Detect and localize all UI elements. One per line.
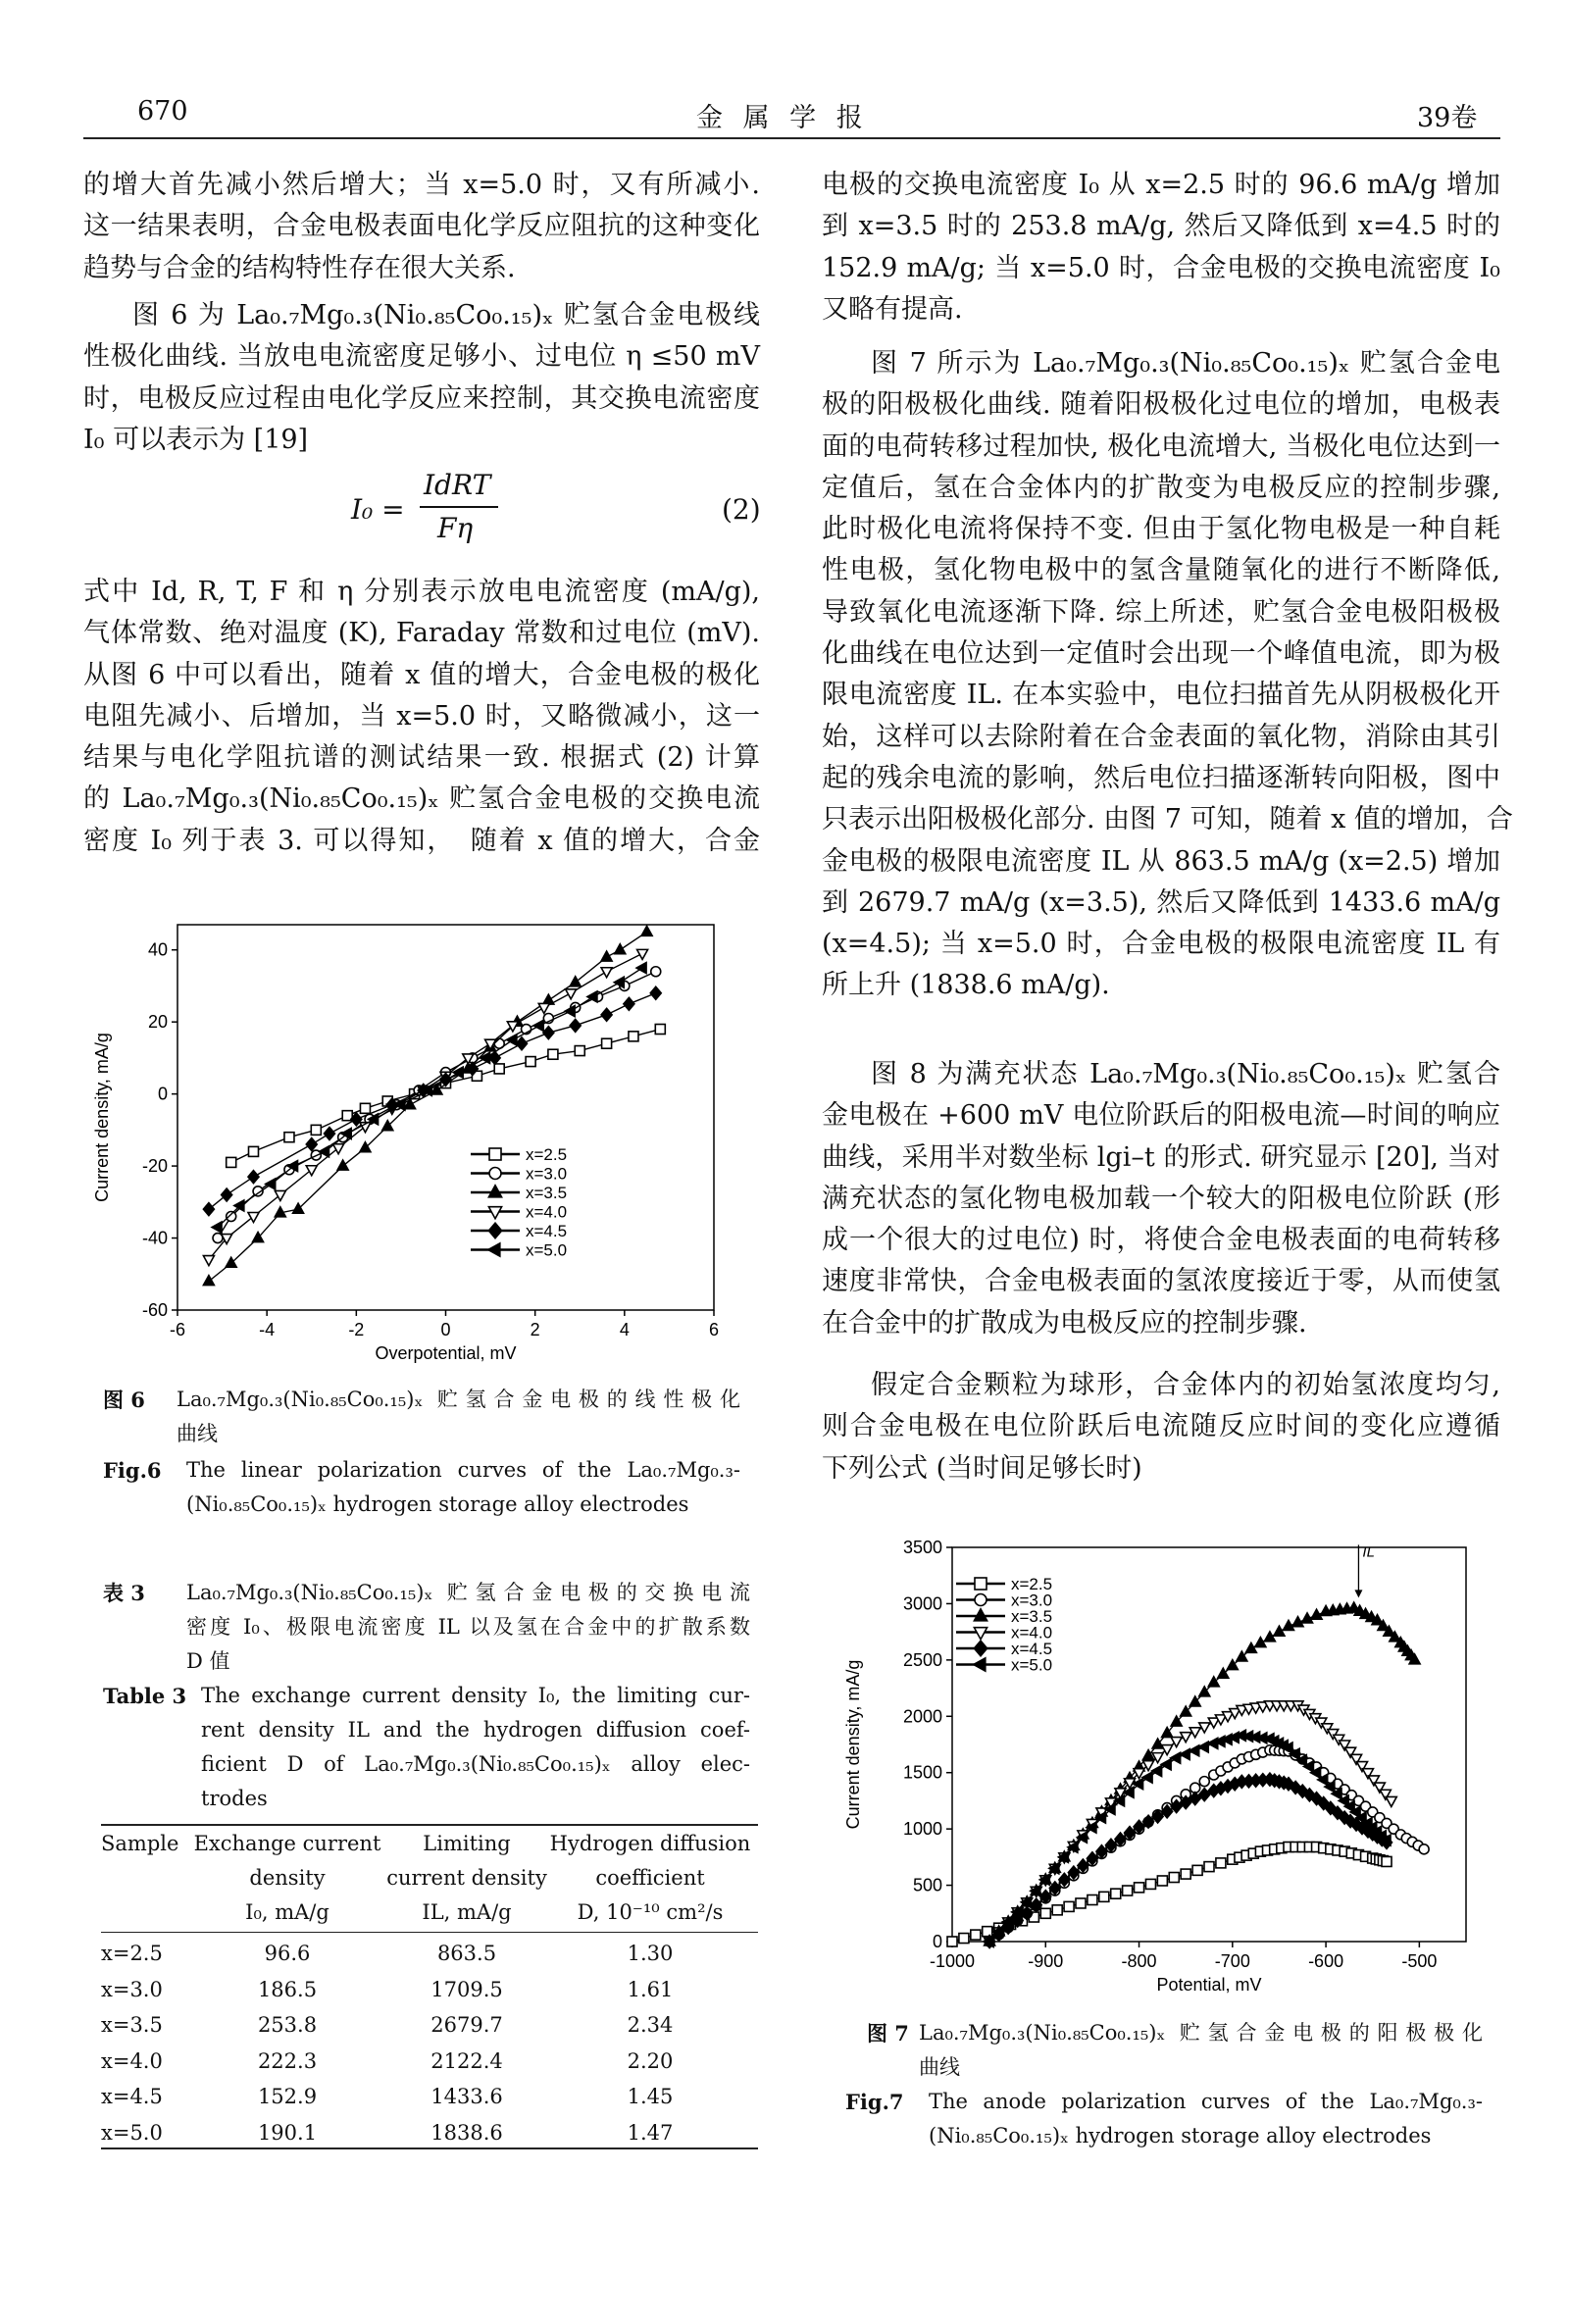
y-tick-label: -20 [141,1156,168,1177]
table-row-label: x=5.0 [101,2120,163,2145]
diamond-filled-marker [306,1138,317,1151]
text-line: 金电极的极限电流密度 IL 从 863.5 mA/g (x=2.5) 增加 [822,845,1500,877]
text-line: 电阻先减小、后增加，当 x=5.0 时，又略微减小，这一 [83,700,760,732]
y-tick-label: 3500 [902,1538,942,1557]
table-header-cell: current density [386,1866,547,1890]
triangle-up-filled-marker [337,1160,348,1170]
diamond-filled-marker [570,1019,581,1032]
legend-label: x=2.5 [526,1145,568,1164]
fig6-en-label: Fig.6 [103,1458,162,1483]
text-line: 极的阳极极化曲线. 随着阳极极化过电位的增加，电极表 [822,389,1500,421]
square-open-marker [1111,1889,1121,1898]
square-open-marker [1064,1901,1074,1911]
table-header-cell: coefficient [595,1866,705,1890]
fig7-en-caption [929,2085,1483,2153]
square-open-marker [494,1064,504,1074]
annotation-label: IL [1362,1543,1375,1561]
triangle-left-filled-marker [533,1020,543,1031]
equation-denominator: Fη [437,512,474,544]
triangle-up-filled-marker [601,951,612,961]
text-line: 曲线，采用半对数坐标 lgi–t 的形式. 研究显示 [20], 当对 [822,1141,1500,1173]
table-row-label: x=4.5 [101,2085,163,2108]
diamond-filled-marker [222,1188,232,1201]
table-cell: 222.3 [257,2048,318,2073]
square-open-marker [959,1934,969,1944]
triangle-up-filled-marker [570,977,581,986]
square-open-marker [1145,1879,1155,1889]
fig7-cn-label: 图 7 [867,2021,909,2046]
table-header-cell: Exchange current [193,1832,381,1855]
text-line: 下列公式 (当时间足够长时) [822,1452,1142,1484]
table-cell: 1433.6 [430,2085,503,2108]
diamond-filled-marker [974,1641,987,1656]
series-line [231,1030,661,1163]
triangle-left-filled-marker [636,963,646,974]
square-open-marker [360,1103,370,1113]
table-row-label: x=3.5 [101,2013,163,2037]
triangle-left-filled-marker [488,1243,500,1256]
table-cell: 2.34 [627,2013,674,2037]
square-open-marker [227,1157,236,1167]
x-tick-label: 6 [708,1320,720,1339]
equation-number: (2) [722,493,761,526]
series-line [209,953,642,1259]
equation-numerator: IdRT [424,469,491,501]
y-tick-label: 3000 [902,1593,942,1614]
square-open-marker [248,1146,258,1156]
table-header-cell: Limiting [423,1832,511,1855]
circle-open-marker [975,1594,987,1606]
diamond-filled-marker [324,1128,334,1140]
series-line [209,993,656,1209]
table-top-rule [101,1824,758,1826]
legend-label: x=3.0 [1011,1591,1053,1610]
series-line [989,1705,1392,1942]
legend-label: x=4.0 [1011,1623,1053,1642]
text-line: 性电极，氢化物电极中的氢含量随氧化的进行不断降低, [822,555,1500,586]
equation-lhs: I₀ = [351,493,405,526]
right-p2 [822,343,1513,1007]
square-open-marker [1204,1862,1214,1872]
triangle-down-open-marker [333,1144,344,1154]
y-tick-label: 20 [147,1012,168,1033]
triangle-down-open-marker [248,1213,259,1223]
square-open-marker [489,1148,501,1160]
text-line: 则合金电极在电位阶跃后电流随反应时间的变化应遵循 [822,1411,1500,1442]
square-open-marker [1135,1883,1144,1893]
square-open-marker [1216,1858,1226,1868]
text-line: 图 8 为满充状态 La₀.₇Mg₀.₃(Ni₀.₈₅Co₀.₁₅)ₓ 贮氢合 [871,1059,1500,1089]
text-line: 面的电荷转移过程加快, 极化电流增大, 当极化电位达到一 [822,430,1500,462]
fig7-caption [845,2016,1483,2153]
text-line: The linear polarization curves of the La₀.₇Mg₀.₃- [186,1458,740,1482]
table3-cn-label: 表 3 [103,1581,145,1605]
x-axis-label: Potential, mV [1156,1975,1262,1995]
table-cell: 1.47 [627,2120,674,2145]
triangle-left-filled-marker [974,1658,986,1671]
fig7-cn-caption [919,2016,1483,2085]
table-cell: 152.9 [257,2085,318,2108]
y-axis-label: Current density, mA/g [843,1659,863,1830]
legend-label: x=3.0 [526,1164,568,1184]
text-line: 曲线 [919,2055,960,2079]
text-line: 起的残余电流的影响，然后电位扫描逐渐转向阳极，图中 [822,762,1500,793]
square-open-marker [1157,1876,1167,1886]
x-tick-label: -2 [348,1320,365,1339]
table-header-cell: density [249,1866,326,1890]
text-line: 限电流密度 IL. 在本实验中，电位扫描首先从阴极极化开 [822,680,1500,711]
left-p2 [83,295,760,461]
fig6-chart [88,922,775,1373]
right-p4 [822,1365,1500,1490]
text-line: 到 2679.7 mA/g (x=3.5), 然后又降低到 1433.6 mA/g [822,886,1500,918]
table3-en-caption [201,1679,750,1816]
text-line: 化曲线在电位达到一定值时会出现一个峰值电流，即为极 [822,638,1500,670]
square-open-marker [1123,1886,1133,1895]
text-line: D 值 [186,1649,230,1673]
text-line: 密度 I₀ 列于表 3. 可以得知， 随着 x 值的增大，合金 [83,825,760,856]
triangle-down-open-marker [1386,1796,1396,1806]
table-cell: 1838.6 [430,2120,503,2145]
right-p3 [822,1054,1500,1344]
right-p1 [822,165,1500,330]
x-tick-label: -1000 [929,1951,976,1971]
text-line: rent density IL and the hydrogen diffusion coef- [201,1718,750,1742]
table-header-cell: Hydrogen diffusion [549,1832,751,1855]
arrow-head [1354,1590,1362,1597]
text-line: ficient D of La₀.₇Mg₀.₃(Ni₀.₈₅Co₀.₁₅)ₓ alloy elec- [201,1752,750,1776]
table-cell: 1.30 [627,1942,674,1965]
volume: 39卷 [1417,103,1478,133]
text-line: 此时极化电流将保持不变. 但由于氢化物电极是一种自耗 [822,514,1500,545]
x-tick-label: 2 [530,1320,540,1339]
square-open-marker [655,1025,665,1035]
y-tick-label: 0 [932,1932,942,1951]
x-tick-label: -500 [1401,1951,1438,1971]
y-tick-label: -60 [141,1300,168,1320]
legend-label: x=4.0 [526,1202,568,1222]
table-cell: 1.61 [627,1977,674,2001]
diamond-filled-marker [248,1171,259,1184]
text-line: 只表示出阳极极化部分. 由图 7 可知，随着 x 值的增加，合 [822,804,1513,835]
text-line: 曲线 [177,1422,218,1445]
text-line: La₀.₇Mg₀.₃(Ni₀.₈₅Co₀.₁₅)ₓ 贮氢合金电极的线性极化 [177,1388,740,1411]
text-line: (Ni₀.₈₅Co₀.₁₅)ₓ hydrogen storage alloy electrodes [929,2124,1432,2147]
text-line: (x=4.5); 当 x=5.0 时，合金电极的极限电流密度 IL 有 [822,929,1500,960]
x-tick-label: 4 [619,1320,630,1339]
text-line: 密度 I₀、极限电流密度 IL 以及氢在合金中的扩散系数 [186,1615,750,1639]
diamond-filled-marker [203,1203,214,1216]
diamond-filled-marker [489,1051,500,1064]
square-open-marker [526,1057,535,1067]
fig7-en-label: Fig.7 [845,2090,904,2114]
fig6-caption [103,1383,740,1522]
text-line: 这一结果表明，合金电极表面电化学反应阻抗的这种变化 [83,211,760,242]
y-tick-label: 1000 [902,1819,942,1840]
triangle-left-filled-marker [1208,1738,1218,1748]
legend-label: x=4.5 [1011,1640,1053,1658]
square-open-marker [975,1578,987,1590]
table-cell: 96.6 [264,1942,311,1965]
square-open-marker [1382,1856,1392,1866]
x-tick-label: -600 [1308,1951,1344,1971]
square-open-marker [1099,1892,1109,1901]
triangle-down-open-marker [538,1003,549,1013]
table3-cn-caption [186,1576,750,1679]
square-open-marker [1088,1895,1097,1905]
circle-open-marker [651,967,661,977]
y-tick-label: 2000 [902,1706,942,1727]
text-line: 假定合金颗粒为球形，合金体内的初始氢浓度均匀, [871,1370,1500,1400]
table-header-cell: I₀, mA/g [245,1900,329,1924]
table-header-rule [101,1932,758,1933]
legend-label: x=5.0 [1011,1655,1053,1675]
square-open-marker [1169,1873,1179,1883]
text-line: 始，这样可以去除附着在合金表面的氧化物，消除由其引 [822,721,1500,752]
series-line [218,972,656,1238]
y-tick-label: 2500 [902,1649,942,1670]
y-axis-label: Current density, mA/g [92,1033,112,1202]
triangle-up-filled-marker [641,926,652,935]
fig6-en-caption [186,1453,740,1522]
square-open-marker [983,1927,992,1937]
table-header-cell: IL, mA/g [422,1900,512,1924]
text-line: The exchange current density I₀, the limiting cur- [201,1684,750,1707]
square-open-marker [1052,1905,1062,1915]
square-open-marker [1076,1898,1086,1908]
diamond-filled-marker [650,986,661,999]
journal-title: 金 属 学 报 [696,103,869,133]
triangle-down-open-marker [306,1166,317,1176]
text-line: 速度非常快，合金电极表面的氢浓度接近于零，从而使氢 [822,1266,1500,1297]
square-open-marker [971,1930,981,1940]
x-tick-label: -4 [259,1320,276,1339]
text-line: 性极化曲线. 当放电电流密度足够小、过电位 η ≤50 mV [83,341,760,373]
text-line: 导致氧化电流逐渐下降. 综上所述，贮氢合金电极阳极极 [822,596,1500,628]
triangle-down-open-marker [566,989,577,999]
triangle-left-filled-marker [481,1052,490,1063]
diamond-filled-marker [601,1008,612,1021]
y-tick-label: 40 [147,939,168,960]
text-line: 到 x=3.5 时的 253.8 mA/g, 然后又降低到 x=4.5 时的 [822,211,1500,242]
table-cell: 186.5 [257,1977,318,2001]
header-rule [83,137,1500,139]
diamond-filled-marker [624,997,634,1010]
left-p3 [83,572,760,862]
table3-caption [103,1576,750,1816]
x-tick-label: -900 [1028,1951,1064,1971]
text-line: 所上升 (1838.6 mA/g). [822,970,1110,1001]
x-tick-label: -6 [169,1320,186,1339]
text-line: 式中 Id, R, T, F 和 η 分别表示放电电流密度 (mA/g), [83,577,760,607]
series-line [209,932,647,1281]
table-header-cell: Sample [101,1832,179,1855]
text-line: 电极的交换电流密度 I₀ 从 x=2.5 时的 96.6 mA/g 增加 [822,170,1500,200]
triangle-up-filled-marker [203,1276,214,1286]
circle-open-marker [1199,1777,1209,1787]
table-cell: 1709.5 [430,1977,503,2001]
fig6-cn-label: 图 6 [103,1388,145,1412]
table-bottom-rule [101,2147,758,2149]
circle-open-marker [227,1212,236,1222]
x-tick-label: 0 [440,1320,451,1339]
square-open-marker [575,1046,584,1056]
text-line: 满充状态的氢化物电极加载一个较大的阳极电位阶跃 (形 [822,1183,1500,1214]
series-line [218,968,642,1227]
text-line: (Ni₀.₈₅Co₀.₁₅)ₓ hydrogen storage alloy electrodes [186,1492,689,1516]
legend-label: x=3.5 [526,1184,568,1202]
diamond-filled-marker [516,1037,527,1050]
square-open-marker [548,1049,558,1059]
fig6-cn-caption [177,1383,740,1451]
triangle-down-open-marker [203,1256,214,1266]
x-tick-label: -800 [1121,1951,1157,1971]
square-open-marker [1040,1908,1050,1918]
table-cell: 863.5 [436,1942,497,1965]
triangle-left-filled-marker [212,1222,222,1233]
diamond-filled-marker [488,1223,501,1238]
legend-label: x=3.5 [1011,1607,1053,1626]
text-line: 金电极在 +600 mV 电位阶跃后的阳极电流—时间的响应 [822,1100,1500,1132]
table-cell: 2679.7 [430,2013,503,2037]
diamond-filled-marker [543,1027,554,1039]
text-line: 的 La₀.₇Mg₀.₃(Ni₀.₈₅Co₀.₁₅)ₓ 贮氢合金电极的交换电流 [83,783,760,815]
text-line: 定值后，氢在合金体内的扩散变为电极反应的控制步骤, [822,472,1500,503]
page-number: 670 [137,96,188,126]
triangle-down-open-marker [601,968,612,978]
table-cell: 190.1 [257,2120,318,2145]
left-p1 [83,165,760,289]
circle-open-marker [1419,1844,1429,1854]
text-line: trodes [201,1787,268,1810]
square-open-marker [947,1937,957,1946]
square-open-marker [311,1125,321,1135]
fraction-bar [420,506,498,508]
table-cell: 1.45 [627,2085,674,2108]
legend-label: x=5.0 [526,1240,568,1260]
text-line: 图 7 所示为 La₀.₇Mg₀.₃(Ni₀.₈₅Co₀.₁₅)ₓ 贮氢合金电 [871,348,1500,379]
text-line: La₀.₇Mg₀.₃(Ni₀.₈₅Co₀.₁₅)ₓ 贮氢合金电极的阳极极化 [919,2021,1483,2045]
text-line: 图 6 为 La₀.₇Mg₀.₃(Ni₀.₈₅Co₀.₁₅)ₓ 贮氢合金电极线 [132,300,760,330]
y-tick-label: -40 [141,1228,168,1248]
text-line: 结果与电化学阻抗谱的测试结果一致. 根据式 (2) 计算 [83,742,760,774]
triangle-up-filled-marker [615,944,626,954]
square-open-marker [629,1032,638,1041]
table-row-label: x=2.5 [101,1942,163,1965]
legend-label: x=2.5 [1011,1575,1053,1593]
square-open-marker [1181,1869,1190,1879]
text-line: 成一个很大的过电位) 时，将使合金电极表面的电荷转移 [822,1225,1500,1256]
square-open-marker [602,1038,612,1048]
legend-label: x=4.5 [526,1222,568,1240]
text-line: I₀ 可以表示为 [19] [83,424,309,455]
text-line: 在合金中的扩散成为电极反应的控制步骤. [822,1307,1307,1339]
fig7-chart [824,1530,1500,2020]
y-tick-label: 0 [157,1084,168,1104]
square-open-marker [284,1133,294,1142]
triangle-down-open-marker [637,949,648,959]
x-tick-label: -700 [1214,1951,1250,1971]
text-line: 时，电极反应过程由电化学反应来控制，其交换电流密度 [83,382,760,414]
y-tick-label: 1500 [902,1762,942,1783]
text-line: The anode polarization curves of the La₀.₇Mg₀.₃- [929,2090,1483,2113]
triangle-down-open-marker [275,1190,285,1200]
table-cell: 253.8 [257,2013,318,2037]
y-tick-label: 500 [912,1875,942,1895]
text-line: 的增大首先减小然后增大；当 x=5.0 时，又有所减小. [83,170,760,200]
square-open-marker [1192,1865,1202,1875]
text-line: 又略有提高. [822,293,963,325]
table-cell: 2.20 [627,2048,674,2073]
text-line: 从图 6 中可以看出，随着 x 值的增大，合金电极的极化 [83,659,760,690]
text-line: La₀.₇Mg₀.₃(Ni₀.₈₅Co₀.₁₅)ₓ 贮氢合金电极的交换电流 [186,1581,750,1604]
text-line: 152.9 mA/g; 当 x=5.0 时，合金电极的交换电流密度 I₀ [822,252,1500,283]
table-cell: 2122.4 [430,2048,503,2073]
text-line: 趋势与合金的结构特性存在很大关系. [83,252,516,283]
table-row-label: x=3.0 [101,1977,163,2001]
x-axis-label: Overpotential, mV [375,1343,517,1363]
text-line: 气体常数、绝对温度 (K), Faraday 常数和过电位 (mV). [83,618,760,649]
table-row-label: x=4.0 [101,2048,163,2073]
table-header-cell: D, 10⁻¹⁰ cm²/s [577,1900,724,1924]
table3-en-label: Table 3 [103,1684,187,1708]
circle-open-marker [489,1168,501,1180]
